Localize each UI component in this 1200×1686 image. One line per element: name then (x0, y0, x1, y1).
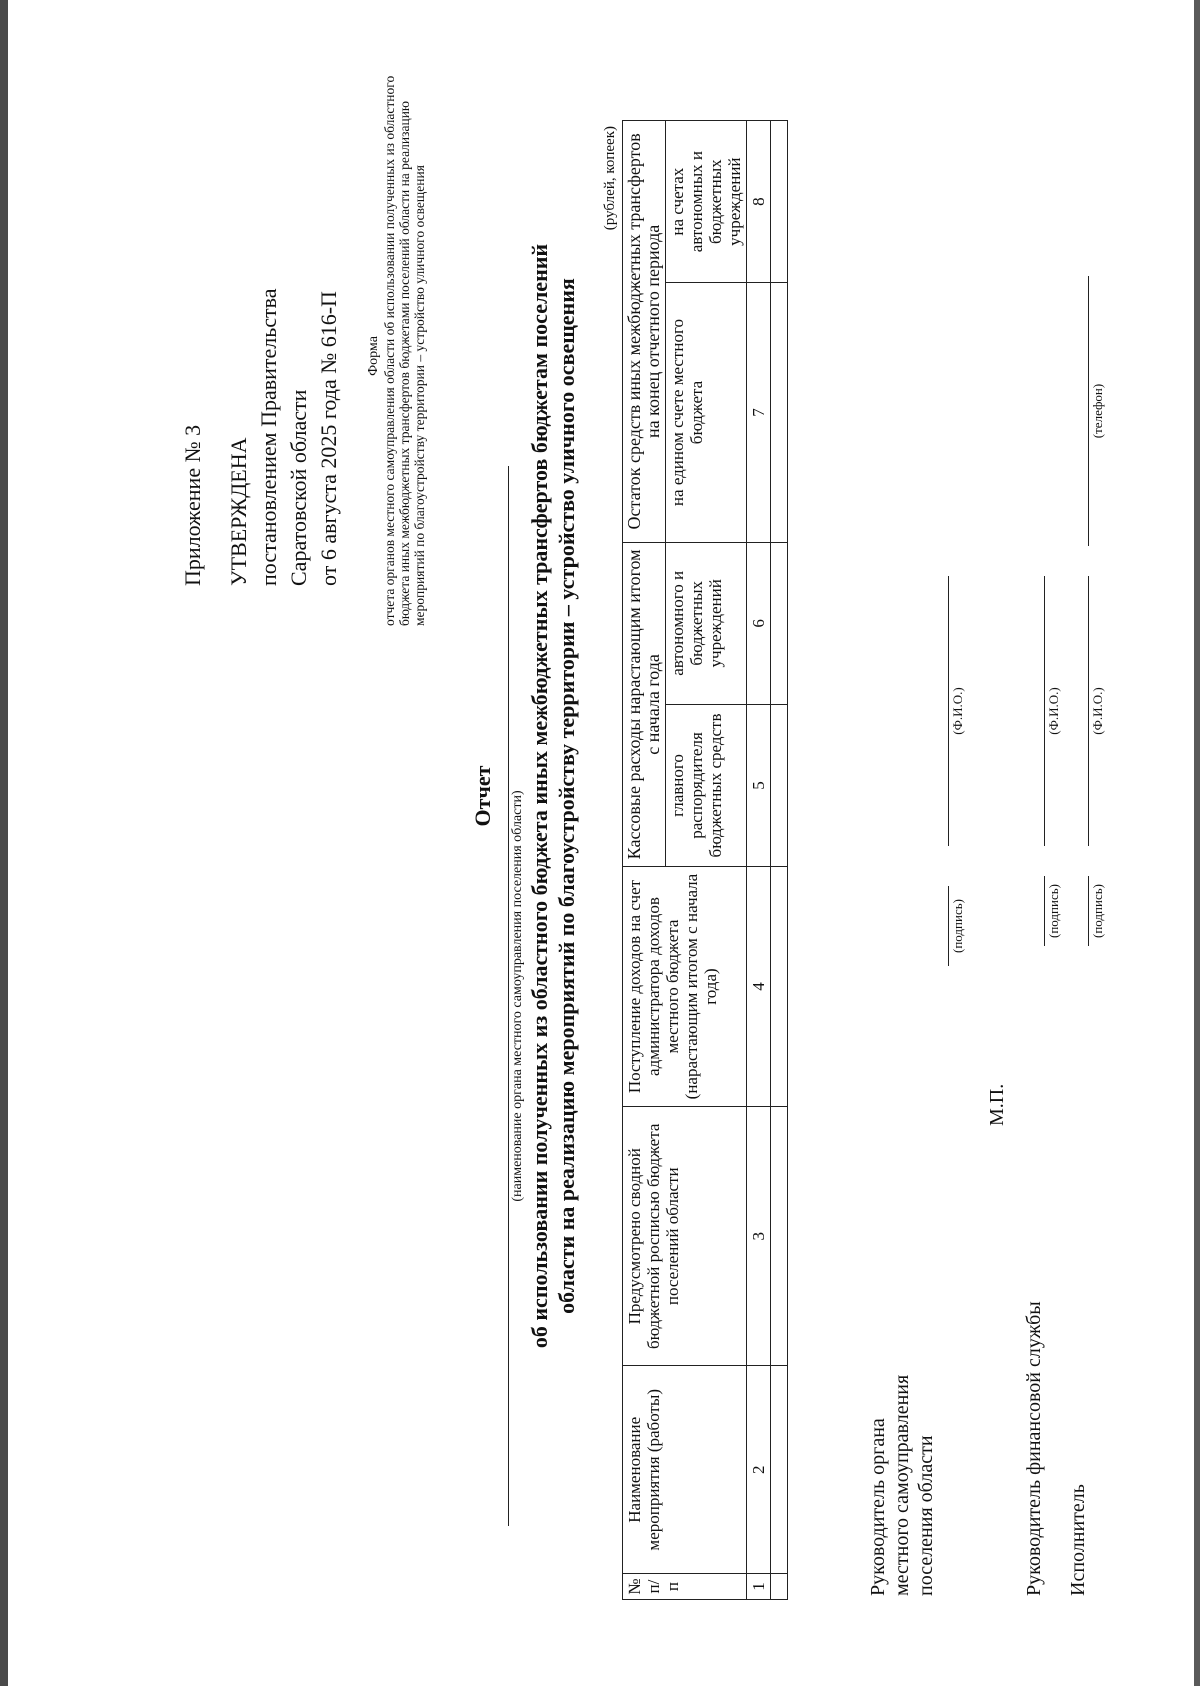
executor-phone-line (1088, 276, 1089, 546)
head-signatory (866, 1375, 938, 1596)
approval-line-1: постановлением Правительства (256, 288, 281, 586)
head-sign-caption: (подпись) (950, 899, 965, 953)
finance-fio-caption: (Ф.И.О.) (1046, 687, 1061, 735)
header-institutions-accounts: на счетах автономных и бюджетных учреждений (666, 121, 747, 283)
table-cell (771, 1366, 788, 1574)
column-number: 4 (747, 867, 771, 1107)
executor-fio-line (1088, 576, 1089, 846)
executor-signatory: Исполнитель (1067, 1484, 1089, 1596)
table-cell (771, 121, 788, 283)
org-name-caption: (наименование органа местного самоуправления поселения области) (510, 790, 525, 1202)
finance-signatory: Руководитель финансовой службы (1023, 1301, 1045, 1596)
column-number: 1 (747, 1574, 771, 1600)
column-number: 7 (747, 283, 771, 542)
annex-number: Приложение № 3 (180, 424, 205, 586)
head-fio-caption: (Ф.И.О.) (950, 687, 965, 735)
units-note: (рублей, копеек) (602, 126, 618, 231)
header-cash-expenses: Кассовые расходы нарастающим итогом с начала года (623, 542, 666, 866)
head-line-1: Руководитель органа (867, 1418, 889, 1596)
annex-block (178, 66, 344, 586)
column-number: 6 (747, 542, 771, 704)
header-single-account: на едином счете местного бюджета (666, 283, 747, 542)
head-line-3: поселения области (915, 1435, 937, 1596)
column-number: 5 (747, 704, 771, 866)
approved-label: УТВЕРЖДЕНА (226, 437, 251, 586)
header-planned: Предусмотрено сводной бюджетной росписью бюджета поселений области (623, 1107, 747, 1366)
table-cell (771, 704, 788, 866)
header-institutions-expenses: автономного и бюджетных учреждений (666, 542, 747, 704)
header-revenue: Поступление доходов на счет администратора доходов местного бюджета (нарастающим итогом с начала года) (623, 867, 747, 1107)
table-cell (771, 542, 788, 704)
column-number: 3 (747, 1107, 771, 1366)
column-number: 2 (747, 1366, 771, 1574)
executor-fio-caption: (Ф.И.О.) (1090, 687, 1105, 735)
report-title-line-1: об использовании полученных из областного бюджета иных межбюджетных трансфертов бюджетам поселений (527, 243, 552, 1349)
report-heading: Отчет (470, 765, 495, 827)
column-numbers-row (747, 121, 771, 1600)
head-fio-line (948, 576, 949, 846)
table-cell (771, 283, 788, 542)
form-description: отчета органов местного самоуправления области об использовании полученных из областного бюджета иных межбюджетных трансфертов бюджетами поселений области на реализацию мероприятий по благоустройству территории – устройство уличного освещения (382, 75, 427, 626)
header-remaining-funds: Остаток средств иных межбюджетных трансфертов на конец отчетного периода (623, 121, 666, 543)
stamp-place: М.П. (986, 1083, 1008, 1126)
head-line-2: местного самоуправления (891, 1374, 913, 1596)
approval-line-2: Саратовской области (286, 389, 311, 586)
header-number: № п/п (623, 1574, 747, 1600)
report-title (526, 0, 580, 1596)
finance-fio-line (1044, 576, 1045, 846)
table-cell (771, 1574, 788, 1600)
finance-sign-caption: (подпись) (1046, 884, 1061, 938)
table-cell (771, 1107, 788, 1366)
executor-sign-line (1088, 876, 1089, 946)
finance-sign-line (1044, 876, 1045, 946)
executor-sign-caption: (подпись) (1090, 884, 1105, 938)
header-main-manager: главного распорядителя бюджетных средств (666, 704, 747, 866)
table-row (771, 121, 788, 1600)
approval-line-3: от 6 августа 2025 года № 616-П (316, 291, 341, 586)
header-activity: Наименование мероприятия (работы) (623, 1366, 747, 1574)
report-table (622, 120, 788, 1600)
report-title-line-2: области на реализацию мероприятий по благоустройству территории – устройство уличного освещения (554, 278, 579, 1314)
org-name-line (508, 466, 509, 1526)
executor-phone-caption: (телефон) (1090, 383, 1105, 439)
column-number: 8 (747, 121, 771, 283)
head-sign-line (948, 886, 949, 966)
form-label: Форма (366, 336, 381, 376)
table-cell (771, 867, 788, 1107)
